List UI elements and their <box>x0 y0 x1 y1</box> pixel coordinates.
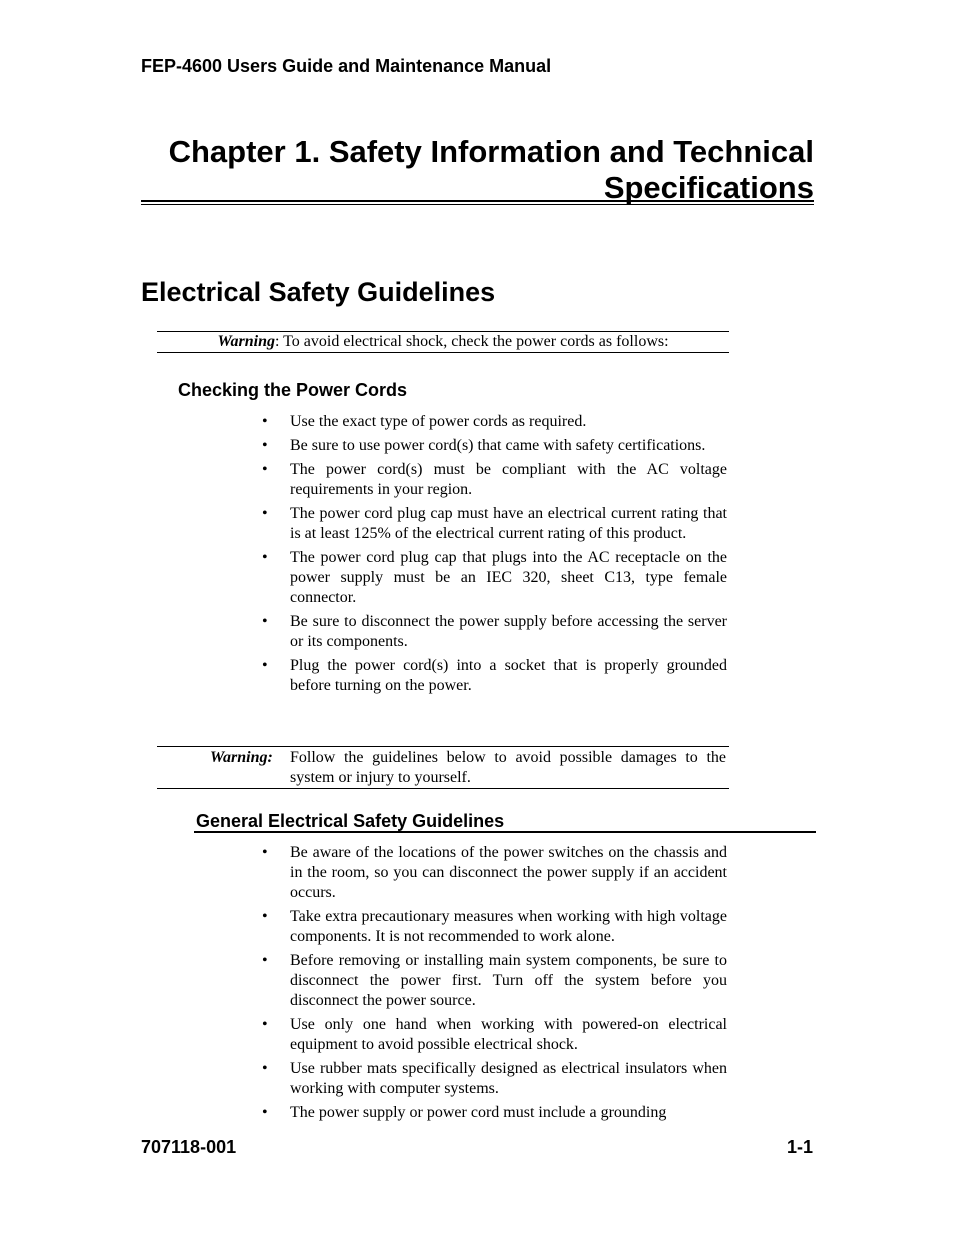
list-item <box>258 1059 727 1099</box>
bullet-icon: • <box>262 461 268 478</box>
subheading-rule <box>194 831 816 833</box>
list-item <box>258 436 727 456</box>
general-guidelines-list <box>258 843 727 1127</box>
warning-box-1 <box>157 331 729 353</box>
warning-message: : To avoid electrical shock, check the power cords as follows: <box>274 333 669 350</box>
list-item-text: Use only one hand when working with powered-on electrical equipment to avoid possible electrical shock. <box>290 1016 727 1053</box>
list-item-text: Use rubber mats specifically designed as electrical insulators when working with computer systems. <box>290 1060 727 1097</box>
bullet-icon: • <box>262 952 268 969</box>
bullet-icon: • <box>262 437 268 454</box>
chapter-title-line2: Specifications <box>603 170 814 205</box>
list-item-text: Be aware of the locations of the power switches on the chassis and in the room, so you can disconnect the power supply if an accident occurs. <box>290 844 727 901</box>
power-cords-list <box>258 412 727 700</box>
subheading-general: General Electrical Safety Guidelines <box>196 811 505 831</box>
list-item-text: The power cord plug cap that plugs into the AC receptacle on the power supply must be an IEC 320, sheet C13, type female connector. <box>290 549 727 606</box>
warning-text <box>157 332 729 351</box>
running-header: FEP-4600 Users Guide and Maintenance Manual <box>141 56 552 76</box>
footer-doc-number: 707118-001 <box>141 1137 237 1157</box>
section-title: Electrical Safety Guidelines <box>141 277 496 307</box>
list-item <box>258 412 727 432</box>
bullet-icon: • <box>262 505 268 522</box>
list-item-text: The power cord(s) must be compliant with the AC voltage requirements in your region. <box>290 461 727 498</box>
list-item <box>258 1015 727 1055</box>
bullet-icon: • <box>262 549 268 566</box>
list-item-text: Take extra precautionary measures when working with high voltage components. It is not recommended to work alone. <box>290 908 727 945</box>
list-item <box>258 951 727 1011</box>
warning-box-2 <box>157 746 729 789</box>
list-item <box>258 907 727 947</box>
warning-label: Warning <box>217 333 275 350</box>
list-item <box>258 548 727 608</box>
list-item-text: Be sure to disconnect the power supply before accessing the server or its components. <box>290 613 727 650</box>
list-item <box>258 843 727 903</box>
subheading-power-cords: Checking the Power Cords <box>178 380 408 400</box>
list-item <box>258 1103 727 1123</box>
bullet-icon: • <box>262 1016 268 1033</box>
chapter-rule-thin <box>141 204 814 205</box>
list-item <box>258 504 727 544</box>
list-item-text: Use the exact type of power cords as required. <box>290 413 587 430</box>
list-item-text: Be sure to use power cord(s) that came with safety certifications. <box>290 437 706 454</box>
bullet-icon: • <box>262 908 268 925</box>
bullet-icon: • <box>262 844 268 861</box>
chapter-rule <box>141 200 814 202</box>
list-item <box>258 656 727 696</box>
bullet-icon: • <box>262 1104 268 1121</box>
list-item-text: The power supply or power cord must include a grounding <box>290 1104 667 1121</box>
warning-message: Follow the guidelines below to avoid possible damages to the system or injury to yourself. <box>290 749 726 786</box>
bullet-icon: • <box>262 657 268 674</box>
list-item-text: Plug the power cord(s) into a socket that is properly grounded before turning on the power. <box>290 657 727 694</box>
bullet-icon: • <box>262 1060 268 1077</box>
list-item-text: The power cord plug cap must have an electrical current rating that is at least 125% of the electrical current rating of this product. <box>290 505 727 542</box>
list-item <box>258 612 727 652</box>
bullet-icon: • <box>262 413 268 430</box>
footer-page-number: 1-1 <box>786 1137 813 1157</box>
bullet-icon: • <box>262 613 268 630</box>
chapter-title-line1: Chapter 1. Safety Information and Technical <box>168 134 814 169</box>
warning-label: Warning: <box>210 749 273 766</box>
list-item <box>258 460 727 500</box>
list-item-text: Before removing or installing main system components, be sure to disconnect the power first. Turn off the system before you disconnect the power source. <box>290 952 727 1009</box>
chapter-title <box>141 134 814 206</box>
